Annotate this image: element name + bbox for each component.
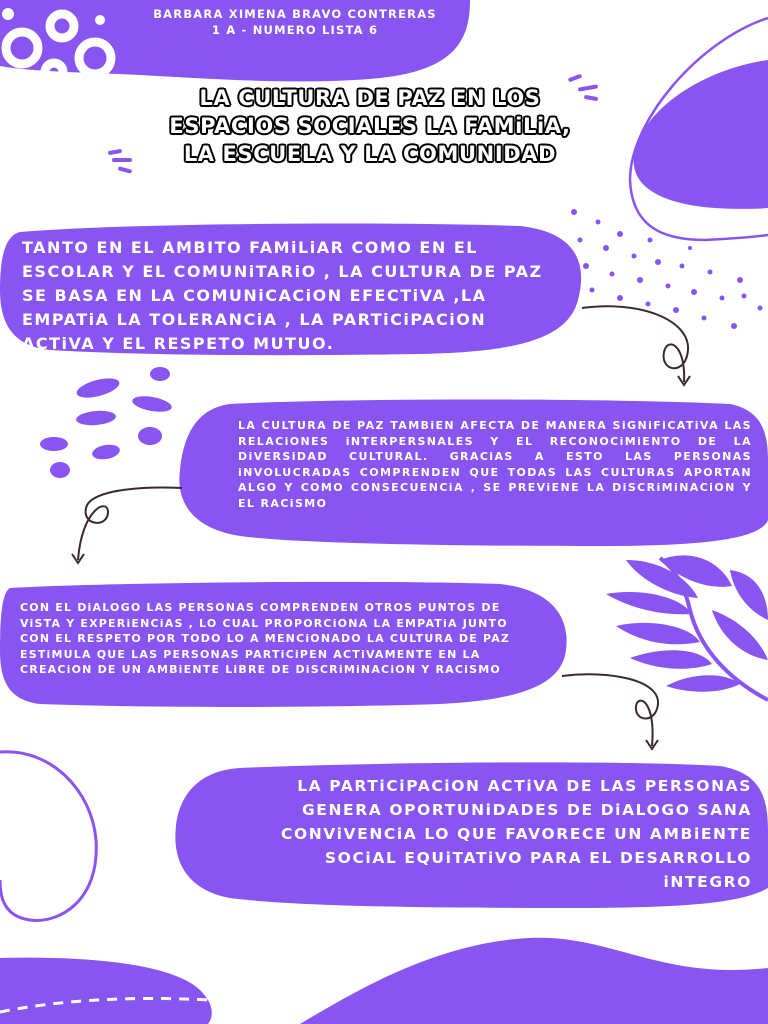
paragraph-1: TANTO EN EL AMBITO FAMiLiAR COMO EN EL ESCOLAR Y EL COMUNiTARiO , LA CULTURA DE PAZ SE BASA EN LA COMUNiCACiON EFECTiVA ,LA EMPATiA LA TOLERANCiA , LA PARTiCiPACiON ACTiVA Y EL RESPETO MUTUO. <box>22 238 543 353</box>
dot-pattern <box>571 209 763 329</box>
bottom-right-blob <box>300 938 768 1024</box>
brush-strokes <box>40 367 173 478</box>
curly-arrow-2 <box>78 488 182 560</box>
class-info: 1 A - NUMERO LISTA 6 <box>211 23 379 37</box>
author-block <box>140 6 450 38</box>
paragraph-2: LA CULTURA DE PAZ TAMBiEN AFECTA DE MANERA SiGNiFiCATiVA LAS RELACiONES iNTERPERSNALES Y EL RECONOCiMiENTO DE LA DiVERSiDAD CULTURAL. GRACiAS A ESTO LAS PERSONAS iNVOLUCRADAS COMPRENDEN QUE TODAS LAS CULTURAS APORTAN ALGO Y COMO CONSECUENCiA , SE PREViENE LA DiSCRiMiNACiON Y EL RACiSMO <box>238 419 752 510</box>
title-line-2: ESPACIOS SOCIALES LA FAMiLiA, <box>169 114 571 138</box>
paragraph-4: LA PARTiCiPACiON ACTiVA DE LAS PERSONAS GENERA OPORTUNiDADES DE DiALOGO SANA CONViVENCiA LO QUE FAVORECE UN AMBiENTE SOCiAL EQUiTATiVO PARA EL DESARROLLO iNTEGRO <box>280 777 752 891</box>
author-name: BARBARA XIMENA BRAVO CONTRERAS <box>153 7 437 21</box>
paragraph-3: CON EL DiALOGO LAS PERSONAS COMPRENDEN OTROS PUNTOS DE ViSTA Y EXPERiENCiAS , LO CUAL PROPORCiONA LA EMPATiA JUNTO CON EL RESPETO POR TODO LO A MENCiONADO LA CULTURA DE PAZ ESTiMULA QUE LAS PERSONAS PARTiCiPEN ACTiVAMENTE EN LA CREACiON DE UN AMBiENTE LiBRE DE DiSCRiMiNACiON Y RACiSMO <box>20 601 511 677</box>
right-blob <box>634 60 768 209</box>
bottom-left-blob <box>0 958 212 1024</box>
curly-arrow-1 <box>582 306 688 382</box>
page-title <box>110 84 630 168</box>
title-line-1: LA CULTURA DE PAZ EN LOS <box>199 86 541 110</box>
curly-arrow-3 <box>562 674 658 746</box>
left-swirl <box>0 752 96 921</box>
title-line-3: LA ESCUELA Y LA COMUNIDAD <box>183 142 557 166</box>
